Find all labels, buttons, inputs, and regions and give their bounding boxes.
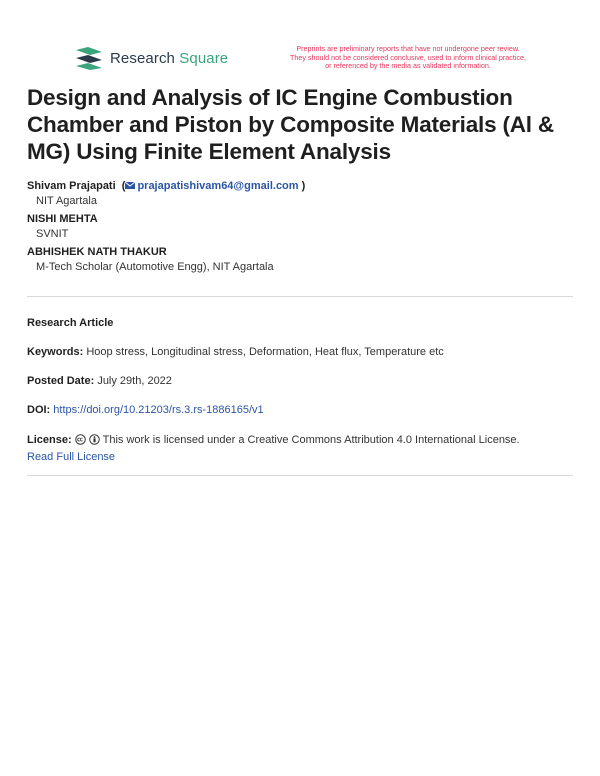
author-affiliation: NIT Agartala — [36, 195, 97, 207]
attribution-icon — [89, 434, 100, 445]
read-full-license-link[interactable]: Read Full License — [27, 451, 116, 463]
author-name: Shivam Prajapati ( prajapatishivam64@gmail.com ) — [27, 180, 306, 192]
doi-link[interactable]: https://doi.org/10.21203/rs.3.rs-1886165/v1 — [53, 404, 264, 416]
header — [0, 0, 600, 80]
preprint-disclaimer — [268, 45, 548, 71]
license-text: This work is licensed under a Creative Commons Attribution 4.0 International License. — [102, 434, 520, 446]
author-affiliation: M-Tech Scholar (Automotive Engg), NIT Agartala — [36, 261, 274, 273]
disclaimer-line: Preprints are preliminary reports that have not undergone peer review. — [296, 44, 520, 53]
author-name: ABHISHEK NATH THAKUR — [27, 246, 167, 258]
license — [27, 432, 577, 466]
posted-date-value: July 29th, 2022 — [97, 375, 172, 387]
author-email-link[interactable]: prajapatishivam64@gmail.com — [137, 180, 299, 192]
keywords-label: Keywords: — [27, 346, 84, 358]
disclaimer-line: or referenced by the media as validated information. — [325, 61, 491, 71]
logo-wordmark: Research Square — [110, 49, 229, 67]
creative-commons-icon — [75, 434, 86, 445]
author-list — [27, 179, 577, 278]
posted-date-label: Posted Date: — [27, 375, 95, 387]
author-name: NISHI MEHTA — [27, 213, 98, 225]
paper-title: Design and Analysis of IC Engine Combustion Chamber and Piston by Composite Materials (Al & MG) Using Finite Element Analysis — [27, 85, 554, 164]
doi-label: DOI: — [27, 404, 51, 416]
disclaimer-line: They should not be considered conclusive, used to inform clinical practice, — [289, 52, 527, 62]
posted-date — [27, 373, 577, 390]
doi — [27, 402, 577, 419]
license-label: License: — [27, 434, 72, 446]
author-affiliation: SVNIT — [36, 228, 69, 240]
article-type: Research Article — [27, 317, 114, 329]
research-square-logo[interactable] — [74, 46, 228, 70]
divider — [27, 475, 573, 476]
keywords — [27, 344, 577, 361]
keywords-value: Hoop stress, Longitudinal stress, Deformation, Heat flux, Temperature etc — [86, 346, 444, 358]
envelope-icon — [125, 182, 135, 189]
research-square-logo-icon — [74, 46, 104, 70]
divider — [27, 296, 573, 297]
